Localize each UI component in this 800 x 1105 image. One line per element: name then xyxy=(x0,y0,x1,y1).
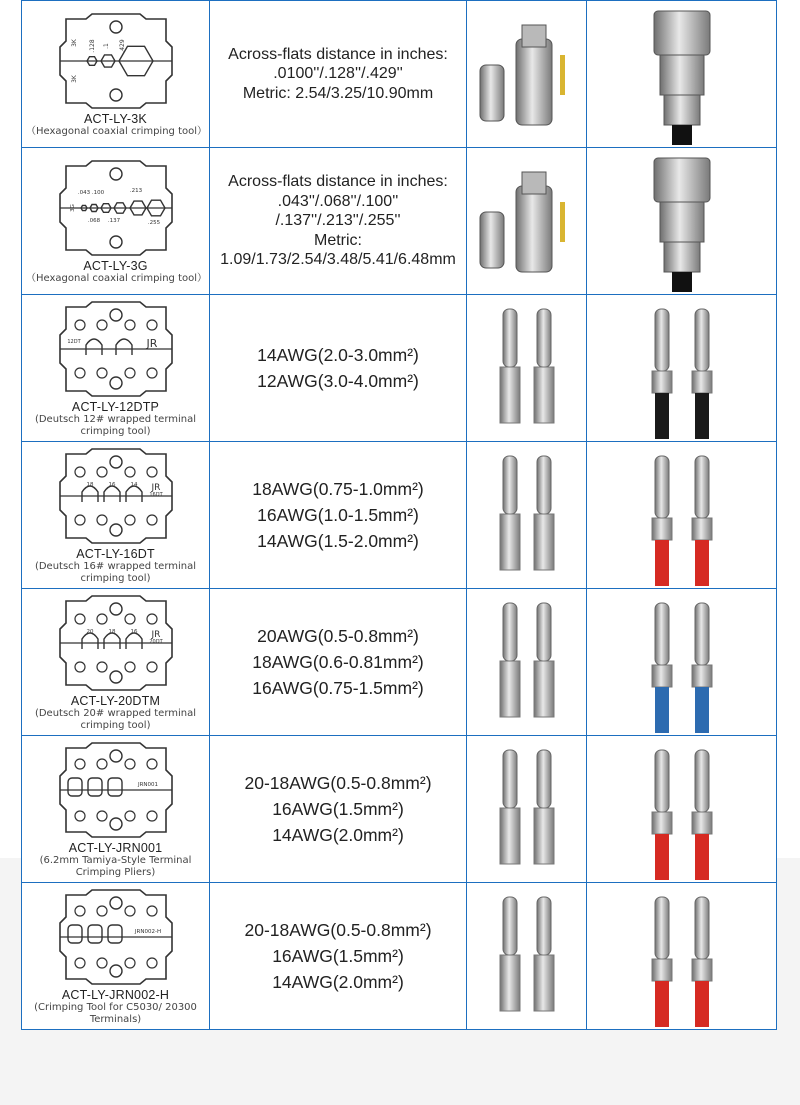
die-label: 3K xyxy=(70,38,78,47)
spec-line: 14AWG(2.0mm²) xyxy=(272,972,404,992)
spec-line: 14AWG(2.0-3.0mm²) xyxy=(257,345,419,365)
parts-photo-2 xyxy=(472,297,582,439)
tool-cell xyxy=(22,736,210,883)
tool-row xyxy=(22,1,777,148)
assembled-photo-cell xyxy=(587,736,777,883)
assembled-photo-cell xyxy=(587,442,777,589)
assembled-photo-cell xyxy=(587,1,777,148)
die-label: JRN002-H xyxy=(134,928,161,935)
spec-line: .043''/.068''/.100'' xyxy=(277,192,399,210)
parts-photo-5 xyxy=(472,738,582,880)
tool-cell xyxy=(22,1,210,148)
assembled-photo-0 xyxy=(592,3,772,145)
tool-name: ACT-LY-12DTP xyxy=(71,399,160,414)
spec-cell xyxy=(210,442,467,589)
spec-line: 1.09/1.73/2.54/3.48/5.41/6.48mm xyxy=(220,251,456,269)
die-drawing-3 xyxy=(46,446,186,546)
spec-line: 18AWG(0.6-0.81mm²) xyxy=(252,652,424,672)
spec-cell xyxy=(210,883,467,1030)
spec-line: 20-18AWG(0.5-0.8mm²) xyxy=(244,773,432,793)
assembled-photo-6 xyxy=(592,885,772,1027)
spec-line: Metric: xyxy=(314,231,362,249)
assembled-photo-cell xyxy=(587,589,777,736)
assembled-photo-3 xyxy=(592,444,772,586)
spec-line: 14AWG(2.0mm²) xyxy=(272,825,404,845)
spec-line: 20AWG(0.5-0.8mm²) xyxy=(257,626,419,646)
die-label: 16 xyxy=(130,628,137,635)
spec-line: 16AWG(1.5mm²) xyxy=(272,799,404,819)
die-label: 20 xyxy=(86,628,93,635)
spec-line: /.137''/.213''/.255'' xyxy=(275,212,401,230)
tool-name: ACT-LY-JRN002-H xyxy=(61,987,170,1002)
die-label: 14 xyxy=(130,481,137,488)
tool-note: （Hexagonal coaxial crimping tool） xyxy=(26,272,208,284)
die-label: 16DT xyxy=(148,491,163,498)
die-drawing-5 xyxy=(46,740,186,840)
spec-line: 14AWG(1.5-2.0mm²) xyxy=(257,531,419,551)
die-label: 3G xyxy=(69,203,76,212)
assembled-photo-cell xyxy=(587,148,777,295)
die-label: 18 xyxy=(86,481,93,488)
die-label: .213 xyxy=(129,187,142,194)
die-label: .068 xyxy=(87,217,100,224)
parts-photo-6 xyxy=(472,885,582,1027)
die-label: .137 xyxy=(107,217,120,224)
die-label: .429 xyxy=(118,38,126,53)
part-photo-cell xyxy=(467,442,587,589)
die-drawing-4 xyxy=(46,593,186,693)
spec-cell xyxy=(210,148,467,295)
tool-row xyxy=(22,589,777,736)
tool-cell xyxy=(22,589,210,736)
spec-line: 16AWG(0.75-1.5mm²) xyxy=(252,678,424,698)
tool-row xyxy=(22,295,777,442)
tool-name: ACT-LY-3G xyxy=(83,258,148,273)
spec-line: 20-18AWG(0.5-0.8mm²) xyxy=(244,920,432,940)
tool-note: (Deutsch 16# wrapped terminal crimping tool) xyxy=(34,560,197,584)
die-drawing-2 xyxy=(46,299,186,399)
die-label: .100 xyxy=(91,189,104,196)
die-label: JR xyxy=(151,629,160,640)
die-label: 3K xyxy=(70,74,78,83)
spec-line: 16AWG(1.0-1.5mm²) xyxy=(257,505,419,525)
parts-photo-0 xyxy=(472,3,582,145)
assembled-photo-4 xyxy=(592,591,772,733)
die-label: .255 xyxy=(147,219,160,226)
spec-line: .0100''/.128''/.429'' xyxy=(273,65,403,83)
part-photo-cell xyxy=(467,883,587,1030)
die-drawing-6 xyxy=(46,887,186,987)
parts-photo-3 xyxy=(472,444,582,586)
die-drawing-1 xyxy=(46,158,186,258)
assembled-photo-2 xyxy=(592,297,772,439)
tool-row xyxy=(22,883,777,1030)
die-label: .128 xyxy=(88,38,96,53)
tool-name: ACT-LY-3K xyxy=(84,111,147,126)
tool-cell xyxy=(22,148,210,295)
tool-name: ACT-LY-JRN001 xyxy=(68,840,163,855)
spec-line: Metric: 2.54/3.25/10.90mm xyxy=(242,84,434,102)
die-label: JRN001 xyxy=(137,781,158,788)
part-photo-cell xyxy=(467,736,587,883)
tool-row xyxy=(22,736,777,883)
tool-name: ACT-LY-20DTM xyxy=(70,693,161,708)
spec-line: Across-flats distance in inches: xyxy=(228,173,448,191)
tool-cell xyxy=(22,442,210,589)
crimping-tool-spec-table xyxy=(21,0,777,1030)
part-photo-cell xyxy=(467,148,587,295)
die-drawing-0 xyxy=(46,11,186,111)
die-label: 16 xyxy=(108,481,115,488)
tool-note: (Deutsch 12# wrapped terminal crimping tool) xyxy=(34,413,197,437)
tool-cell xyxy=(22,883,210,1030)
part-photo-cell xyxy=(467,589,587,736)
die-label: 18 xyxy=(108,628,115,635)
spec-cell xyxy=(210,295,467,442)
part-photo-cell xyxy=(467,1,587,148)
die-label: 12DT xyxy=(66,338,81,345)
assembled-photo-1 xyxy=(592,150,772,292)
tool-cell xyxy=(22,295,210,442)
spec-line: Across-flats distance in inches: xyxy=(228,45,448,63)
tool-note: (6.2mm Tamiya-Style Terminal Crimping Pliers) xyxy=(39,854,192,878)
die-label: .043 xyxy=(77,189,90,196)
spec-line: 16AWG(1.5mm²) xyxy=(272,946,404,966)
spec-cell xyxy=(210,589,467,736)
tool-row xyxy=(22,148,777,295)
assembled-photo-cell xyxy=(587,883,777,1030)
tool-name: ACT-LY-16DT xyxy=(76,546,155,561)
die-label: 20DT xyxy=(148,638,163,645)
tool-row xyxy=(22,442,777,589)
parts-photo-4 xyxy=(472,591,582,733)
spec-line: 18AWG(0.75-1.0mm²) xyxy=(252,479,424,499)
spec-line: 12AWG(3.0-4.0mm²) xyxy=(257,371,419,391)
spec-cell xyxy=(210,1,467,148)
die-label: .1 xyxy=(102,42,110,49)
assembled-photo-5 xyxy=(592,738,772,880)
tool-note: (Deutsch 20# wrapped terminal crimping tool) xyxy=(34,707,197,731)
assembled-photo-cell xyxy=(587,295,777,442)
die-label: JR xyxy=(151,482,160,493)
tool-note: (Crimping Tool for C5030/ 20300 Terminals) xyxy=(34,1001,197,1025)
parts-photo-1 xyxy=(472,150,582,292)
tool-note: （Hexagonal coaxial crimping tool） xyxy=(26,125,208,137)
die-label: JR xyxy=(146,336,157,350)
part-photo-cell xyxy=(467,295,587,442)
spec-cell xyxy=(210,736,467,883)
